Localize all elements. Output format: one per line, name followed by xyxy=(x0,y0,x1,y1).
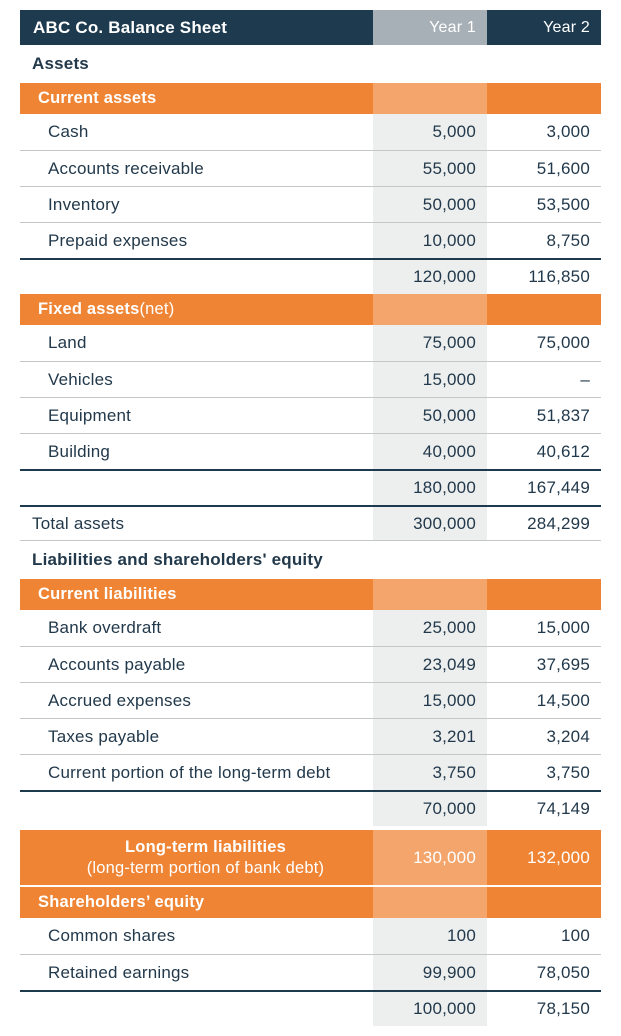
table-row-data-cash xyxy=(20,114,601,150)
year1-value: 15,000 xyxy=(373,362,487,397)
row-label xyxy=(20,830,373,885)
band-label-sub: (long-term portion of bank debt) xyxy=(86,858,325,877)
year1-value: 120,000 xyxy=(373,260,487,294)
table-row-data-vehicles xyxy=(20,361,601,397)
year1-value: 23,049 xyxy=(373,647,487,682)
year1-value: 5,000 xyxy=(373,114,487,150)
year2-value: 167,449 xyxy=(527,478,590,497)
year2-value xyxy=(487,83,601,114)
row-label: Current assets xyxy=(38,89,157,107)
row-label: Shareholders’ equity xyxy=(38,893,205,911)
table-row-subtotal-12 xyxy=(20,469,601,505)
year2-value: 3,000 xyxy=(546,122,590,141)
year1-value: 50,000 xyxy=(373,398,487,433)
year1-value xyxy=(373,887,487,918)
year1-value: 25,000 xyxy=(373,610,487,646)
table-row-data-retained-earnings xyxy=(20,954,601,990)
row-label: Common shares xyxy=(48,926,176,945)
row-label: Bank overdraft xyxy=(48,618,162,637)
table-row-data-land xyxy=(20,325,601,361)
row-label: Current portion of the long-term debt xyxy=(48,762,331,782)
table-body xyxy=(20,45,601,1026)
table-row-heading-assets xyxy=(20,45,601,83)
year1-value xyxy=(373,45,487,83)
table-row-data-accounts-receivable xyxy=(20,150,601,186)
year1-value: 15,000 xyxy=(373,683,487,718)
table-row-band-current-assets xyxy=(20,83,601,114)
row-label xyxy=(20,992,373,1026)
year2-value: 116,850 xyxy=(528,267,590,286)
balance-sheet-table xyxy=(20,10,601,1026)
table-row-band-shareholders-equity xyxy=(20,887,601,918)
table-row-band-current-liabilities xyxy=(20,579,601,610)
table-row-data-inventory xyxy=(20,186,601,222)
row-label: Land xyxy=(48,333,87,352)
row-label: Vehicles xyxy=(48,369,113,389)
table-header-row xyxy=(20,10,601,45)
year2-value xyxy=(487,579,601,610)
row-label: Building xyxy=(48,441,111,461)
year2-value: 3,204 xyxy=(546,726,590,746)
year2-value: 14,500 xyxy=(536,690,590,710)
table-row-data-accrued-expenses xyxy=(20,682,601,718)
band-label-main: Long-term liabilities xyxy=(125,837,286,856)
row-label: Accounts receivable xyxy=(48,158,204,178)
row-label: Fixed assets (net) xyxy=(38,300,175,318)
year1-value xyxy=(373,83,487,114)
row-label: Assets xyxy=(32,54,89,73)
row-label: Liabilities and shareholders' equity xyxy=(32,550,323,569)
year1-value: 3,201 xyxy=(373,719,487,754)
year2-value: 40,612 xyxy=(536,441,590,461)
table-row-data-current-portion-of-the-long-term-debt xyxy=(20,754,601,790)
row-label: Taxes payable xyxy=(48,726,160,746)
year2-value: 8,750 xyxy=(546,230,590,250)
row-label: Current liabilities xyxy=(38,585,177,603)
year2-value xyxy=(487,887,601,918)
row-label xyxy=(20,260,373,294)
table-row-data-accounts-payable xyxy=(20,646,601,682)
year1-value xyxy=(373,579,487,610)
table-row-band2-long-term-liabilities xyxy=(20,830,601,885)
year1-value: 100 xyxy=(373,918,487,954)
table-row-data-equipment xyxy=(20,397,601,433)
year2-value: – xyxy=(580,369,590,389)
column-header-year1: Year 1 xyxy=(373,10,487,45)
year1-value: 100,000 xyxy=(373,992,487,1026)
year2-value: 75,000 xyxy=(536,333,590,352)
table-title: ABC Co. Balance Sheet xyxy=(33,17,228,37)
year2-value: 132,000 xyxy=(527,847,590,867)
year2-value: 51,837 xyxy=(536,405,590,425)
band-label-suffix: (net) xyxy=(139,300,175,318)
year2-value: 74,149 xyxy=(536,799,590,818)
table-row-heading-liabilities-and-shareholders-equity xyxy=(20,541,601,579)
year2-value: 100 xyxy=(561,926,590,945)
year2-value: 37,695 xyxy=(536,654,590,674)
year1-value: 3,750 xyxy=(373,755,487,790)
row-label: Total assets xyxy=(32,513,125,533)
table-row-subtotal-21 xyxy=(20,790,601,826)
table-row-total-total-assets xyxy=(20,505,601,541)
row-label: Accounts payable xyxy=(48,654,186,674)
row-label: Accrued expenses xyxy=(48,690,192,710)
year2-value: 53,500 xyxy=(536,194,590,214)
year2-value xyxy=(487,45,601,83)
year1-value: 10,000 xyxy=(373,223,487,258)
year2-value xyxy=(487,541,601,579)
year2-value: 78,150 xyxy=(536,999,590,1018)
year1-value: 180,000 xyxy=(373,471,487,505)
year1-value: 50,000 xyxy=(373,187,487,222)
table-row-data-building xyxy=(20,433,601,469)
column-header-year2: Year 2 xyxy=(543,18,590,36)
year2-value: 284,299 xyxy=(527,513,590,533)
year1-value: 130,000 xyxy=(373,830,487,885)
year1-value xyxy=(373,294,487,325)
row-label: Retained earnings xyxy=(48,962,190,982)
row-label: Inventory xyxy=(48,194,120,214)
table-row-data-common-shares xyxy=(20,918,601,954)
row-label xyxy=(20,471,373,505)
row-label xyxy=(20,792,373,826)
year1-value: 300,000 xyxy=(373,507,487,540)
row-label: Equipment xyxy=(48,405,132,425)
year1-value: 55,000 xyxy=(373,151,487,186)
table-row-data-bank-overdraft xyxy=(20,610,601,646)
row-label: Prepaid expenses xyxy=(48,230,188,250)
year1-value: 75,000 xyxy=(373,325,487,361)
year2-value xyxy=(487,294,601,325)
year2-value: 3,750 xyxy=(546,762,590,782)
year1-value: 99,900 xyxy=(373,955,487,990)
table-row-band-fixed-assets xyxy=(20,294,601,325)
year1-value xyxy=(373,541,487,579)
table-row-data-prepaid-expenses xyxy=(20,222,601,258)
year2-value: 51,600 xyxy=(536,158,590,178)
row-label: Cash xyxy=(48,122,89,141)
table-row-subtotal-6 xyxy=(20,258,601,294)
table-row-subtotal-26 xyxy=(20,990,601,1026)
year1-value: 70,000 xyxy=(373,792,487,826)
table-row-data-taxes-payable xyxy=(20,718,601,754)
year2-value: 15,000 xyxy=(536,618,590,637)
year1-value: 40,000 xyxy=(373,434,487,469)
year2-value: 78,050 xyxy=(536,962,590,982)
